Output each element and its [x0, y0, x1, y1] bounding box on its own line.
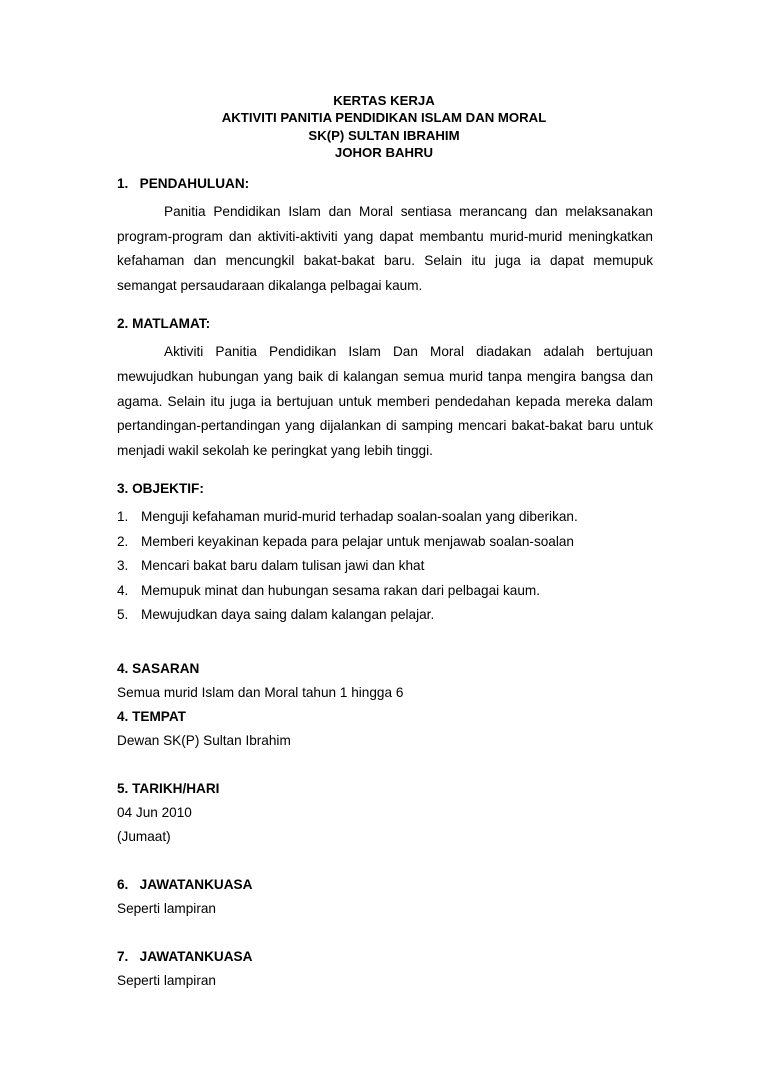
list-text: Mewujudkan daya saing dalam kalangan pelajar.: [141, 606, 435, 622]
list-item: [117, 579, 653, 603]
title-line-2: AKTIVITI PANITIA PENDIDIKAN ISLAM DAN MORAL: [221, 110, 547, 126]
section-heading-jawatankuasa-6: 6. JAWATANKUASA: [117, 877, 253, 893]
list-item: [117, 603, 653, 627]
objektif-list: [117, 505, 653, 627]
list-text: Menguji kefahaman murid-murid terhadap soalan-soalan yang diberikan.: [141, 509, 578, 525]
section-text-matlamat: Aktiviti Panitia Pendidikan Islam Dan Moral diadakan adalah bertujuan mewujudkan hubungan yang baik di kalangan semua murid tanpa mengira bangsa dan agama. Selain itu juga ia bertujuan untuk memberi pendedahan kepada mereka dalam pertandingan-pertandingan yang dijalankan di samping mencari bakat-bakat baru untuk menjadi wakil sekolah ke peringkat yang lebih tinggi.: [117, 344, 653, 458]
title-line-4: JOHOR BAHRU: [334, 144, 434, 160]
list-item: [117, 554, 653, 578]
tarikh-day: (Jumaat): [117, 829, 171, 845]
list-item: [117, 530, 653, 554]
tarikh-date: 04 Jun 2010: [117, 805, 192, 821]
list-text: Memberi keyakinan kepada para pelajar untuk menjawab soalan-soalan: [141, 533, 574, 549]
section-heading-sasaran: 4. SASARAN: [117, 661, 200, 677]
section-text-jawatankuasa-6: Seperti lampiran: [117, 901, 216, 917]
section-text-tempat: Dewan SK(P) Sultan Ibrahim: [117, 733, 291, 749]
section-heading-tempat: 4. TEMPAT: [117, 709, 186, 725]
list-text: Mencari bakat baru dalam tulisan jawi dan khat: [141, 558, 425, 574]
section-heading-jawatankuasa-7: 7. JAWATANKUASA: [117, 949, 253, 965]
section-heading-tarikh: 5. TARIKH/HARI: [117, 781, 220, 797]
section-heading-pendahuluan: 1. PENDAHULUAN:: [117, 176, 250, 191]
list-number: 4.: [117, 582, 129, 598]
title-line-1: KERTAS KERJA: [333, 93, 435, 108]
title-line-3: SK(P) SULTAN IBRAHIM: [308, 127, 460, 143]
section-text-jawatankuasa-7: Seperti lampiran: [117, 973, 216, 989]
list-text: Memupuk minat dan hubungan sesama rakan dari pelbagai kaum.: [141, 582, 540, 598]
list-item: [117, 505, 653, 529]
document-body: [117, 176, 653, 993]
list-number: 3.: [117, 558, 129, 574]
list-number: 5.: [117, 606, 129, 622]
section-text-sasaran: Semua murid Islam dan Moral tahun 1 hingga 6: [117, 685, 404, 701]
list-number: 2.: [117, 533, 129, 549]
section-text-pendahuluan: Panitia Pendidikan Islam dan Moral sentiasa merancang dan melaksanakan program-program dan aktiviti-aktiviti yang dapat membantu murid-murid meningkatkan kefahaman dan mencungkil bakat-bakat baru. Selain itu juga ia dapat memupuk semangat persaudaraan dikalanga pelbagai kaum.: [117, 204, 653, 293]
list-number: 1.: [117, 509, 129, 525]
section-heading-objektif: 3. OBJEKTIF:: [117, 481, 204, 497]
section-heading-matlamat: 2. MATLAMAT:: [117, 316, 211, 332]
document-title: [0, 92, 768, 161]
